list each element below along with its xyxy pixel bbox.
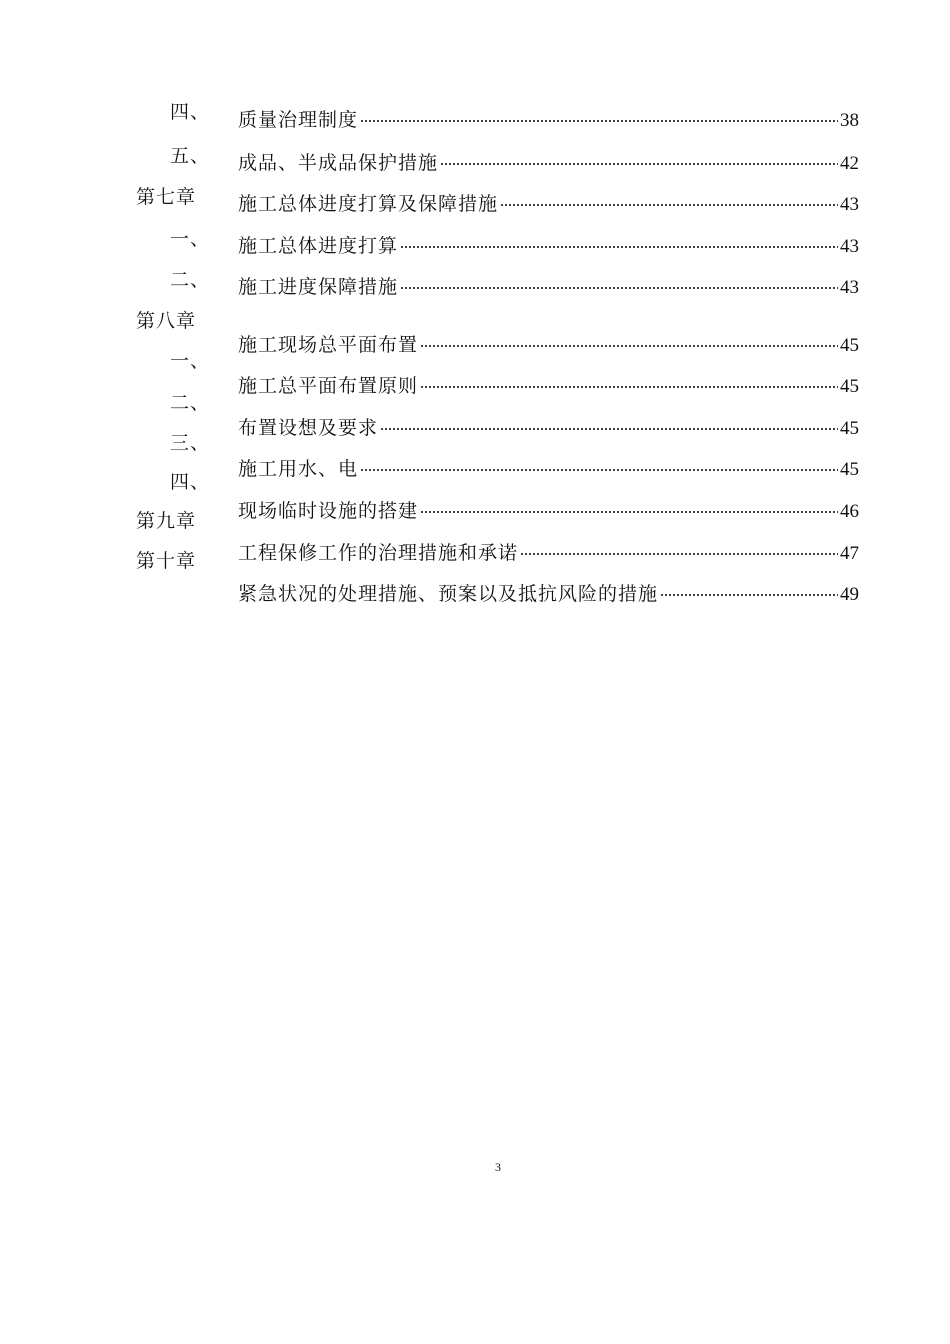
toc-entry-title: 施工总体进度打算: [238, 235, 399, 257]
toc-entry-page: 43: [840, 236, 859, 257]
toc-entry[interactable]: [238, 366, 859, 397]
dot-leader: [420, 491, 838, 517]
toc-entry[interactable]: [238, 325, 859, 356]
toc-entry[interactable]: [238, 143, 859, 174]
dot-leader: [500, 184, 838, 210]
dot-leader: [360, 449, 838, 475]
toc-label: 第七章: [136, 186, 197, 208]
toc-entry-title: 现场临时设施的搭建: [238, 500, 419, 522]
toc-entry-title: 施工现场总平面布置: [238, 334, 419, 356]
toc-entry-title: 施工总平面布置原则: [238, 375, 419, 397]
toc-entry-page: 38: [840, 110, 859, 131]
toc-entry[interactable]: [238, 226, 859, 257]
toc-entry[interactable]: [238, 449, 859, 480]
toc-entry[interactable]: [238, 100, 859, 131]
toc-entry-page: 45: [840, 335, 859, 356]
toc-entry-title: 成品、半成品保护措施: [238, 152, 439, 174]
toc-label: 第十章: [136, 550, 197, 572]
dot-leader: [380, 408, 838, 434]
dot-leader: [520, 533, 838, 559]
toc-label: 第八章: [136, 310, 197, 332]
toc-label: 第九章: [136, 510, 197, 532]
toc-entry-title: 施工总体进度打算及保障措施: [238, 193, 499, 215]
toc-entry-title: 施工进度保障措施: [238, 276, 399, 298]
toc-entry[interactable]: [238, 267, 859, 298]
toc-entry-page: 45: [840, 418, 859, 439]
toc-entry[interactable]: [238, 408, 859, 439]
toc-entry-page: 47: [840, 543, 859, 564]
toc-label: 一、: [170, 350, 211, 372]
toc-entry-title: 工程保修工作的治理措施和承诺: [238, 542, 519, 564]
toc-label: 五、: [170, 145, 211, 167]
toc-entry-title: 质量治理制度: [238, 109, 359, 131]
toc-label: 二、: [170, 269, 211, 291]
dot-leader: [360, 100, 838, 126]
dot-leader: [400, 267, 838, 293]
dot-leader: [660, 574, 838, 600]
toc-entry[interactable]: [238, 184, 859, 215]
toc-entry-page: 42: [840, 153, 859, 174]
toc-entry[interactable]: [238, 491, 859, 522]
toc-entry-page: 49: [840, 584, 859, 605]
toc-entry[interactable]: [238, 574, 859, 605]
toc-entry[interactable]: [238, 533, 859, 564]
toc-label: 四、: [170, 471, 211, 493]
toc-label: 三、: [170, 432, 211, 454]
toc-entry-page: 45: [840, 459, 859, 480]
dot-leader: [420, 325, 838, 351]
toc-entry-page: 46: [840, 501, 859, 522]
dot-leader: [400, 226, 838, 252]
toc-label: 一、: [170, 228, 211, 250]
dot-leader: [420, 366, 838, 392]
toc-label: 四、: [170, 101, 211, 123]
toc-entry-title: 紧急状况的处理措施、预案以及抵抗风险的措施: [238, 583, 659, 605]
toc-entry-page: 43: [840, 277, 859, 298]
page-number: 3: [495, 1160, 501, 1174]
toc-label: 二、: [170, 392, 211, 414]
toc-entry-title: 布置设想及要求: [238, 417, 379, 439]
dot-leader: [440, 143, 838, 169]
toc-entry-page: 43: [840, 194, 859, 215]
toc-entry-title: 施工用水、电: [238, 458, 359, 480]
toc-entry-page: 45: [840, 376, 859, 397]
